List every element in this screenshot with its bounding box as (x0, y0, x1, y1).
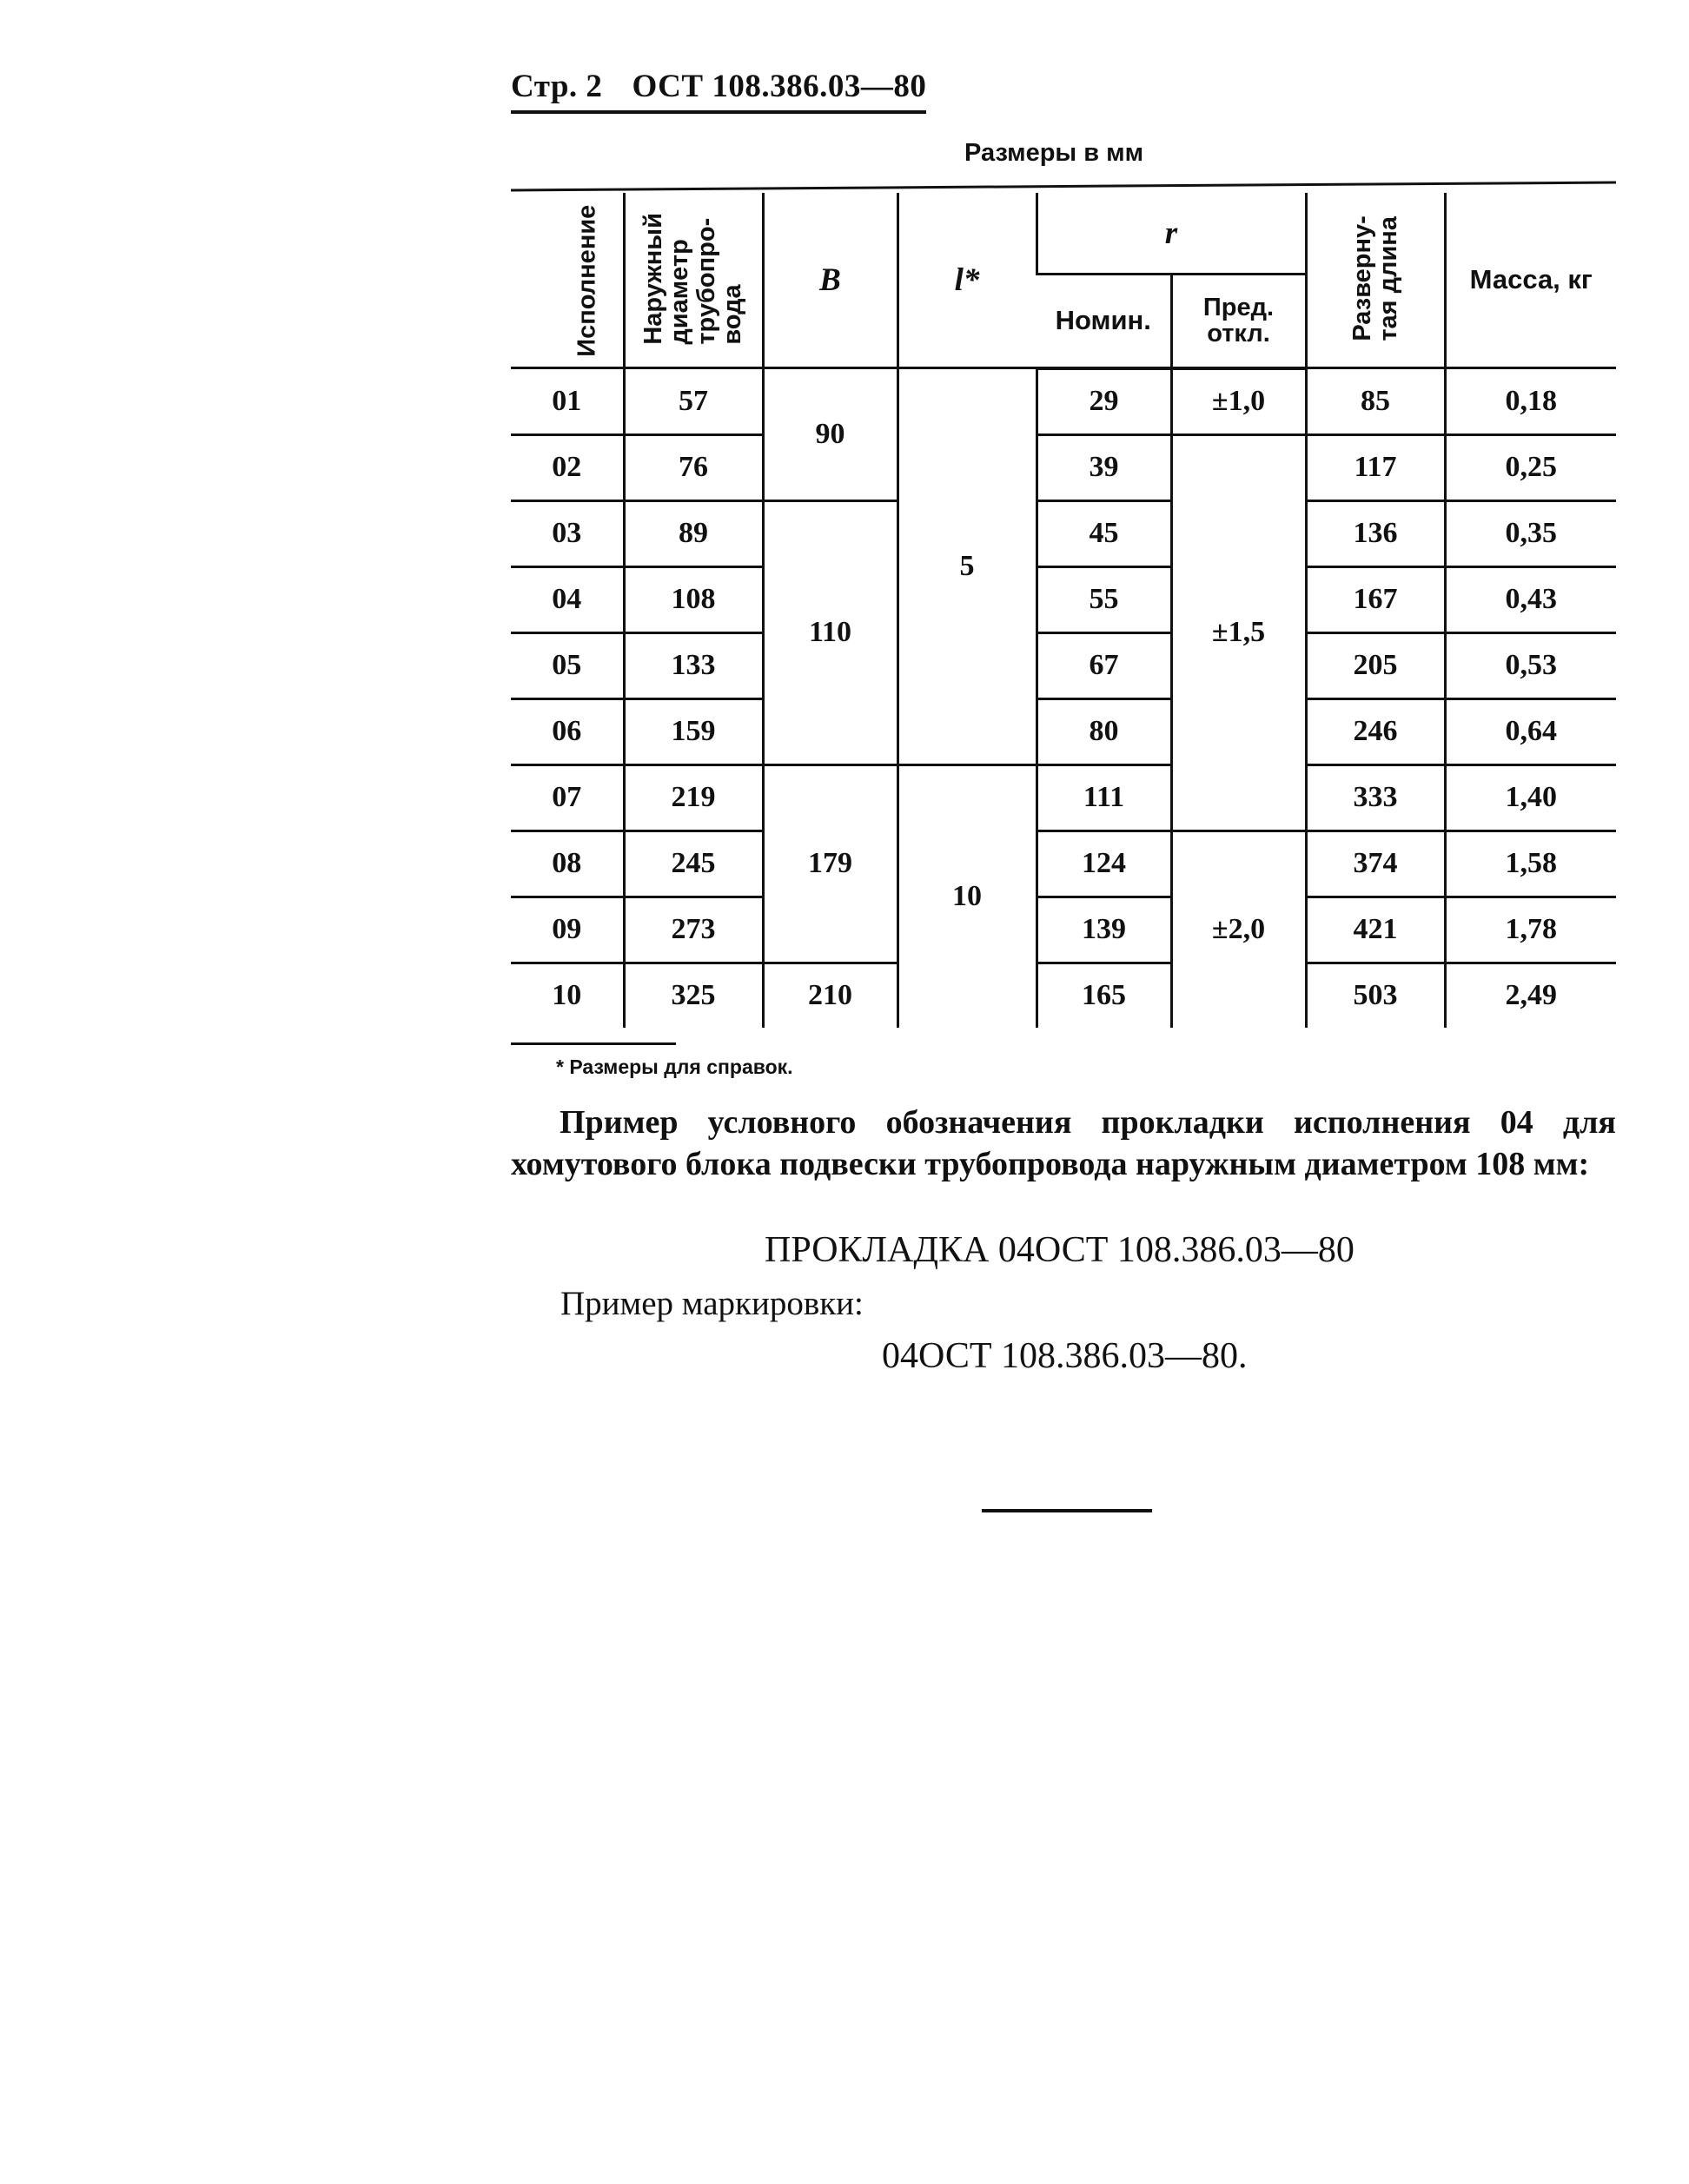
page-number: Стр. 2 (511, 69, 603, 104)
cell-l: 5 (897, 368, 1037, 765)
marking-example: 04ОСТ 108.386.03—80. (882, 1336, 1248, 1376)
cell-r-nominal: 139 (1037, 897, 1171, 963)
cell-variant: 10 (511, 963, 624, 1028)
cell-mass: 0,43 (1445, 566, 1616, 632)
table-row (511, 698, 1616, 764)
cell-b: 90 (763, 368, 897, 501)
end-rule (982, 1509, 1152, 1512)
standard-number: ОСТ 108.386.03—80 (632, 69, 927, 104)
cell-r-nominal: 39 (1037, 434, 1171, 500)
footnote-rule (511, 1042, 676, 1045)
cell-length: 205 (1306, 632, 1445, 698)
cell-mass: 2,49 (1445, 963, 1616, 1028)
cell-r-nominal: 111 (1037, 764, 1171, 831)
cell-variant: 04 (511, 566, 624, 632)
cell-diameter: 219 (624, 764, 763, 831)
table-row (511, 831, 1616, 897)
cell-length: 421 (1306, 897, 1445, 963)
cell-diameter: 159 (624, 698, 763, 764)
table-row (511, 500, 1616, 566)
cell-b: 179 (763, 764, 897, 963)
cell-r-tolerance: ±2,0 (1171, 831, 1306, 1028)
cell-diameter: 133 (624, 632, 763, 698)
cell-mass: 0,53 (1445, 632, 1616, 698)
cell-variant: 01 (511, 368, 624, 435)
cell-b: 110 (763, 500, 897, 764)
cell-diameter: 89 (624, 500, 763, 566)
header-variant: Исполнение (573, 204, 601, 357)
cell-mass: 1,78 (1445, 897, 1616, 963)
cell-length: 136 (1306, 500, 1445, 566)
cell-mass: 0,35 (1445, 500, 1616, 566)
cell-length: 85 (1306, 368, 1445, 435)
cell-r-nominal: 165 (1037, 963, 1171, 1028)
cell-length: 167 (1306, 566, 1445, 632)
cell-r-nominal: 80 (1037, 698, 1171, 764)
cell-length: 246 (1306, 698, 1445, 764)
cell-l: 10 (897, 764, 1037, 1028)
header-mass: Масса, кг (1445, 193, 1616, 368)
cell-length: 117 (1306, 434, 1445, 500)
table-units-caption: Размеры в мм (964, 139, 1144, 167)
cell-diameter: 57 (624, 368, 763, 435)
cell-diameter: 108 (624, 566, 763, 632)
cell-diameter: 273 (624, 897, 763, 963)
cell-r-tolerance: ±1,5 (1171, 434, 1306, 831)
cell-mass: 1,40 (1445, 764, 1616, 831)
table-row (511, 963, 1616, 1028)
footnote: * Размеры для справок. (556, 1056, 793, 1078)
page-header (511, 68, 926, 114)
cell-variant: 08 (511, 831, 624, 897)
cell-r-nominal: 67 (1037, 632, 1171, 698)
cell-mass: 0,64 (1445, 698, 1616, 764)
cell-r-nominal: 45 (1037, 500, 1171, 566)
cell-variant: 09 (511, 897, 624, 963)
header-r: r (1037, 193, 1306, 275)
cell-variant: 02 (511, 434, 624, 500)
cell-diameter: 325 (624, 963, 763, 1028)
example-paragraph: Пример условного обозначения прокладки исполнения 04 для хомутового блока подвески трубопровода наружным диаметром 108 мм: (511, 1104, 1616, 1182)
cell-r-tolerance: ±1,0 (1171, 368, 1306, 435)
cell-variant: 06 (511, 698, 624, 764)
cell-mass: 0,25 (1445, 434, 1616, 500)
cell-r-nominal: 55 (1037, 566, 1171, 632)
marking-label: Пример маркировки: (560, 1285, 864, 1322)
cell-diameter: 76 (624, 434, 763, 500)
cell-length: 374 (1306, 831, 1445, 897)
header-developed-length: Разверну- тая длина (1306, 193, 1445, 368)
table-row (511, 897, 1616, 963)
cell-variant: 07 (511, 764, 624, 831)
cell-b: 210 (763, 963, 897, 1028)
table-row (511, 632, 1616, 698)
table-top-rule (511, 182, 1616, 192)
cell-length: 333 (1306, 764, 1445, 831)
table-row (511, 368, 1616, 435)
table-row (511, 764, 1616, 831)
cell-mass: 0,18 (1445, 368, 1616, 435)
dimensions-table (511, 193, 1616, 1028)
cell-length: 503 (1306, 963, 1445, 1028)
header-b: B (763, 193, 897, 368)
table-row (511, 434, 1616, 500)
cell-diameter: 245 (624, 831, 763, 897)
example-designation: ПРОКЛАДКА 04ОСТ 108.386.03—80 (765, 1230, 1355, 1270)
cell-variant: 05 (511, 632, 624, 698)
cell-r-nominal: 29 (1037, 368, 1171, 435)
cell-mass: 1,58 (1445, 831, 1616, 897)
cell-r-nominal: 124 (1037, 831, 1171, 897)
header-outer-diameter: Наружный диаметр трубопро- вода (624, 193, 763, 368)
header-l: l* (897, 193, 1037, 368)
table-row (511, 566, 1616, 632)
cell-variant: 03 (511, 500, 624, 566)
header-r-nominal: Номин. (1037, 275, 1171, 368)
header-r-tolerance: Пред. откл. (1171, 275, 1306, 368)
